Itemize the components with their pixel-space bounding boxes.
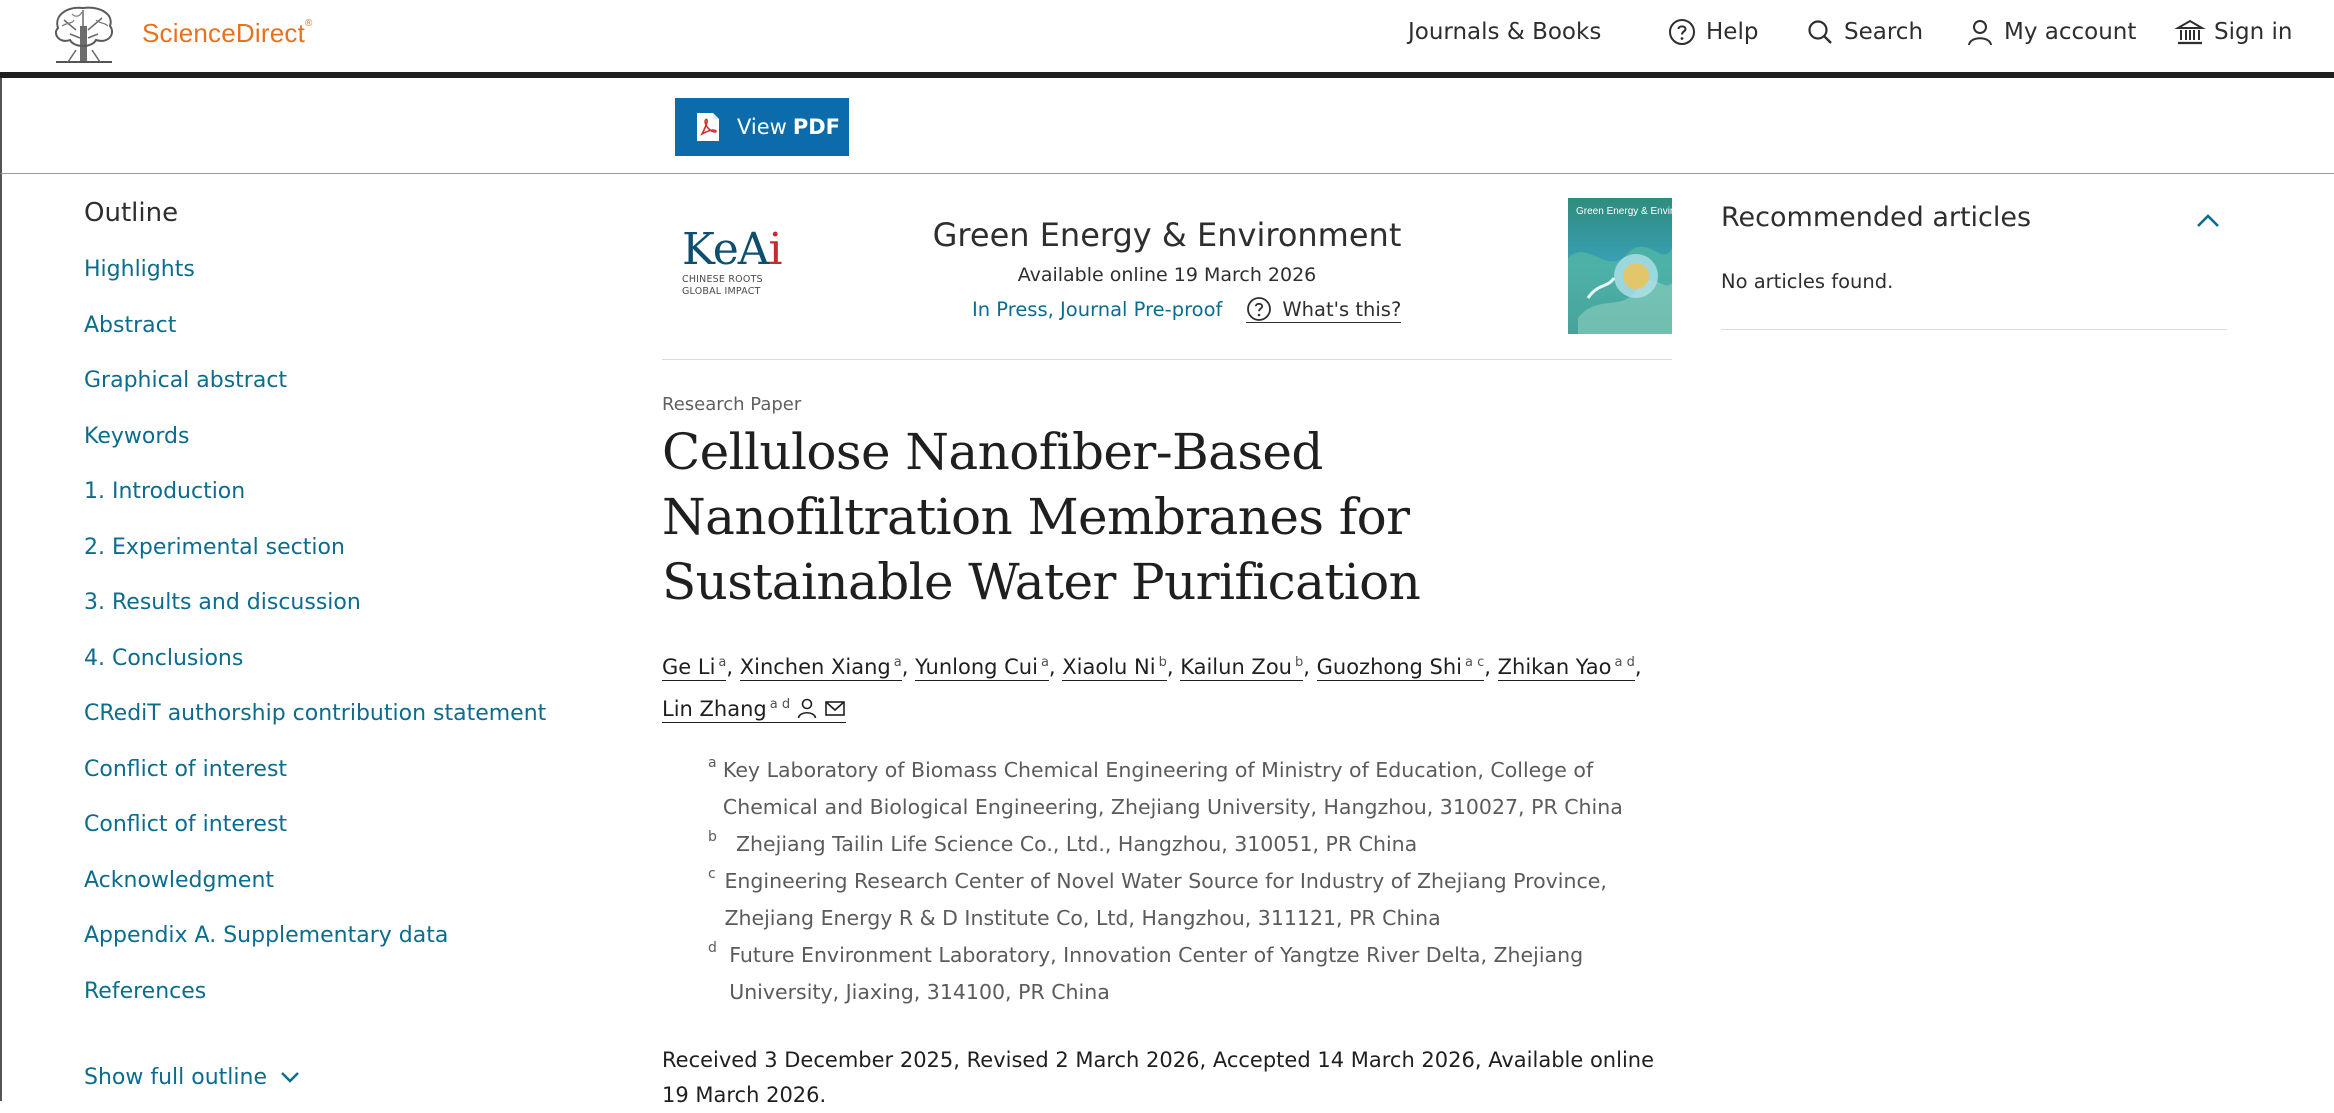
outline-item-keywords[interactable]: Keywords <box>84 423 190 449</box>
article-type: Research Paper <box>662 394 802 415</box>
author-link-corresponding[interactable]: Lin Zhang $^{a d}$ <box>662 697 846 723</box>
journal-cover-image[interactable] <box>1568 198 1707 334</box>
journal-available-online: Available online 19 March 2026 <box>1017 264 1317 286</box>
pdf-icon <box>695 112 721 142</box>
outline-panel <box>84 198 584 1033</box>
author-link[interactable]: Yunlong Cui $^a$ <box>915 655 1049 679</box>
elsevier-tree-logo-icon[interactable] <box>46 0 122 64</box>
author-link[interactable]: Zhikan Yao $^{a d}$ <box>1497 655 1635 679</box>
affiliation-item: a Key Laboratory of Biomass Chemical Engineering of Ministry of Education, College of Chemical and Biological Engineering, Zhejiang University, Hangzhou, 310027, PR China <box>708 755 1623 819</box>
outline-item-acknowledgment[interactable]: Acknowledgment <box>84 867 275 893</box>
author-list: Ge Li $^a$, Xinchen Xiang $^a$, Yunlong Cui $^a$, Xiaolu Ni $^b$, Kailun Zou $^b$, Guozhong Shi $^{a c}$, Zhikan Yao $^{a d}$, Lin Zhang $^{a d}$ <box>662 655 1642 721</box>
recommended-articles-panel <box>1721 202 2227 330</box>
affiliation-item: d Future Environment Laboratory, Innovation Center of Yangtze River Delta, Zhejiang University, Jiaxing, 314100, PR China <box>708 940 1584 1004</box>
site-header <box>0 0 2334 78</box>
outline-item-conflict-1[interactable]: Conflict of interest <box>84 756 288 782</box>
keai-publisher-logo[interactable]: KeAi CHINESE ROOTS GLOBAL IMPACT <box>682 224 782 297</box>
outline-item-references[interactable]: References <box>84 978 207 1004</box>
outline-item-experimental[interactable]: 2. Experimental section <box>84 534 345 560</box>
whats-this-link[interactable]: What's this? <box>1246 296 1401 323</box>
outline-item-conflict-2[interactable]: Conflict of interest <box>84 812 288 837</box>
view-pdf-button[interactable]: View PDF <box>675 98 849 156</box>
account-icon <box>1966 18 1994 46</box>
help-icon <box>1668 18 1696 46</box>
affiliation-item: c Engineering Research Center of Novel Water Source for Industry of Zhejiang Province, Zhejiang Energy R & D Institute Co, Ltd, Hangzhou, 311121, PR China <box>708 866 1607 930</box>
in-press-link[interactable]: In Press, Journal Pre-proof <box>972 298 1223 321</box>
author-link[interactable]: Xinchen Xiang $^a$ <box>739 655 902 679</box>
outline-item-conclusions[interactable]: 4. Conclusions <box>84 645 244 671</box>
svg-text:Green Energy & Environment: Green Energy & Environment <box>1576 206 1707 217</box>
nav-sign-in[interactable]: Sign in <box>2176 0 2292 64</box>
outline-title: Outline <box>84 198 179 228</box>
left-border <box>0 174 2 1101</box>
chevron-down-icon <box>277 1064 303 1090</box>
nav-journals-books[interactable]: Journals & Books <box>1408 19 1602 45</box>
outline-item-appendix[interactable]: Appendix A. Supplementary data <box>84 923 449 948</box>
journal-status <box>972 296 1401 323</box>
article-title: Cellulose Nanofiber-Based Nanofiltration Membranes for Sustainable Water Purification <box>662 423 1421 611</box>
chevron-up-icon[interactable] <box>2191 204 2225 238</box>
outline-item-introduction[interactable]: 1. Introduction <box>84 479 246 504</box>
author-link[interactable]: Xiaolu Ni $^b$ <box>1062 655 1167 679</box>
author-link[interactable]: Kailun Zou $^b$ <box>1180 655 1304 679</box>
nav-my-account[interactable]: My account <box>1966 0 2136 64</box>
author-link[interactable]: Guozhong Shi $^{a c}$ <box>1316 655 1485 679</box>
recommended-articles-title: Recommended articles <box>1721 202 2032 233</box>
outline-item-highlights[interactable]: Highlights <box>84 257 195 282</box>
outline-item-results[interactable]: 3. Results and discussion <box>84 590 361 615</box>
outline-list <box>84 256 584 1033</box>
outline-item-abstract[interactable]: Abstract <box>84 312 177 338</box>
article-toolbar <box>0 78 2334 174</box>
recommended-empty-message: No articles found. <box>1721 270 1894 293</box>
outline-item-credit[interactable]: CRediT authorship contribution statement <box>84 701 547 726</box>
journal-header <box>662 196 1707 360</box>
mail-icon <box>824 697 846 719</box>
outline-item-graphical-abstract[interactable]: Graphical abstract <box>84 368 288 393</box>
sciencedirect-brand[interactable]: ScienceDirect® <box>142 18 313 48</box>
person-icon <box>796 697 818 719</box>
show-full-outline-button[interactable]: Show full outline <box>84 1064 303 1090</box>
affiliation-item: b Zhejiang Tailin Life Science Co., Ltd., Hangzhou, 310051, PR China <box>708 829 1418 856</box>
search-icon <box>1806 18 1834 46</box>
nav-search[interactable]: Search <box>1806 0 1923 64</box>
question-icon <box>1246 296 1272 322</box>
journal-title[interactable]: Green Energy & Environment <box>932 216 1402 254</box>
nav-help[interactable]: Help <box>1668 0 1758 64</box>
institution-icon <box>2176 18 2204 46</box>
affiliation-list <box>708 752 1668 1011</box>
author-link[interactable]: Ge Li $^a$ <box>662 655 727 679</box>
article-history-dates: Received 3 December 2025, Revised 2 March 2026, Accepted 14 March 2026, Available online 19 March 2026. <box>662 1048 1655 1107</box>
